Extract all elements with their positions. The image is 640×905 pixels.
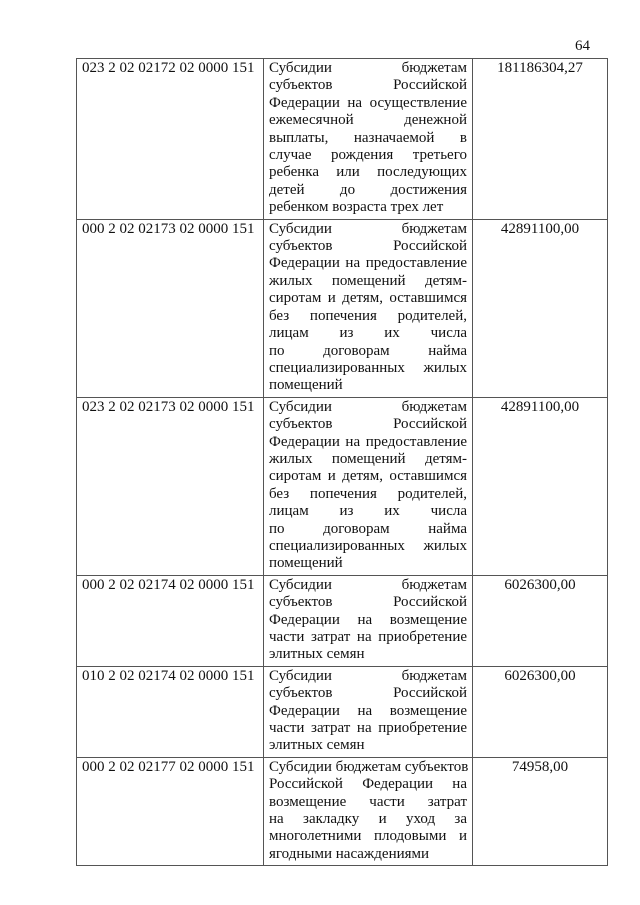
description-line: Субсидии бюджетам <box>269 576 467 593</box>
budget-code: 000 2 02 02174 02 0000 151 <box>77 575 264 666</box>
description-line: на закладку и уход за <box>269 811 467 828</box>
description-line: ежемесячной денежной <box>269 112 467 129</box>
description-line: случае рождения третьего <box>269 147 467 164</box>
description-line: Российской Федерации на <box>269 776 467 793</box>
description-line: субъектов Российской <box>269 594 467 611</box>
description-line: Субсидии бюджетам <box>269 60 467 76</box>
description-line: ребенком возраста трех лет <box>269 199 444 216</box>
description-line: Субсидии бюджетам <box>269 667 467 684</box>
table-row <box>77 666 608 757</box>
description <box>264 575 473 666</box>
description-line: Субсидии бюджетам <box>269 398 467 415</box>
description-line: элитных семян <box>269 646 365 663</box>
table-row <box>77 575 608 666</box>
description-line: Федерации на осуществление <box>269 94 467 111</box>
description <box>264 666 473 757</box>
amount: 6026300,00 <box>473 666 608 757</box>
budget-code: 000 2 02 02177 02 0000 151 <box>77 757 264 865</box>
budget-code: 023 2 02 02172 02 0000 151 <box>77 59 264 220</box>
amount: 74958,00 <box>473 757 608 865</box>
description-line: сиротам и детям, оставшимся <box>269 290 467 307</box>
description-line: возмещение части затрат <box>269 793 467 810</box>
table-row <box>77 757 608 865</box>
description-line: Федерации на предоставление <box>269 255 467 272</box>
description-line: субъектов Российской <box>269 238 467 255</box>
description-line: элитных семян <box>269 737 365 754</box>
amount: 6026300,00 <box>473 575 608 666</box>
description-line: по договорам найма <box>269 520 467 537</box>
description <box>264 397 473 575</box>
budget-code: 023 2 02 02173 02 0000 151 <box>77 397 264 575</box>
description <box>264 59 473 220</box>
page-number: 64 <box>575 38 590 54</box>
description-line: лицам из их числа <box>269 325 467 342</box>
table-row <box>77 397 608 575</box>
description-line: без попечения родителей, <box>269 307 467 324</box>
budget-code: 000 2 02 02173 02 0000 151 <box>77 219 264 397</box>
description-line: лицам из их числа <box>269 503 467 520</box>
description-line: Субсидии бюджетам <box>269 220 467 237</box>
description-line: по договорам найма <box>269 342 467 359</box>
description-line: Федерации на возмещение <box>269 611 467 628</box>
description-line: помещений <box>269 555 343 572</box>
description-line: субъектов Российской <box>269 416 467 433</box>
table-row <box>77 59 608 220</box>
description-line: специализированных жилых <box>269 359 467 376</box>
amount: 42891100,00 <box>473 397 608 575</box>
amount: 42891100,00 <box>473 219 608 397</box>
description-line: без попечения родителей, <box>269 485 467 502</box>
description-line: многолетними плодовыми и <box>269 828 467 845</box>
description-line: помещений <box>269 377 343 394</box>
description-line: Федерации на возмещение <box>269 702 467 719</box>
description-line: специализированных жилых <box>269 537 467 554</box>
description-line: Субсидии бюджетам субъектов <box>269 758 469 775</box>
table-row <box>77 219 608 397</box>
description-line: части затрат на приобретение <box>269 629 467 645</box>
description-line: части затрат на приобретение <box>269 720 467 737</box>
description-line: Федерации на предоставление <box>269 433 467 450</box>
description-line: жилых помещений детям- <box>269 272 467 289</box>
description-line: субъектов Российской <box>269 77 467 94</box>
description-line: выплаты, назначаемой в <box>269 129 467 146</box>
description-line: субъектов Российской <box>269 685 467 702</box>
amount: 181186304,27 <box>473 59 608 220</box>
description-line: ребенка или последующих <box>269 164 467 181</box>
description <box>264 757 473 865</box>
description-line: сиротам и детям, оставшимся <box>269 468 467 485</box>
budget-code: 010 2 02 02174 02 0000 151 <box>77 666 264 757</box>
description <box>264 219 473 397</box>
description-line: жилых помещений детям- <box>269 450 467 467</box>
description-line: детей до достижения <box>269 181 467 198</box>
description-line: ягодными насаждениями <box>269 845 430 862</box>
budget-table <box>76 58 608 866</box>
